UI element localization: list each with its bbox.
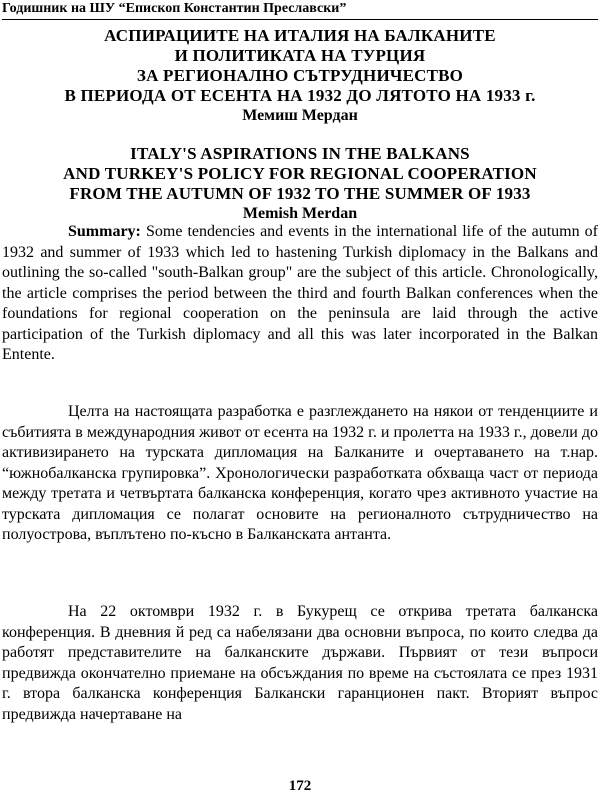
title-bg-line: И ПОЛИТИКАТА НА ТУРЦИЯ xyxy=(174,46,426,65)
title-en-line: AND TURKEY'S POLICY FOR REGIONAL COOPERATION xyxy=(63,164,537,183)
title-english xyxy=(0,144,600,204)
page-number: 172 xyxy=(288,778,312,794)
title-block xyxy=(0,26,600,224)
title-bg-line: ЗА РЕГИОНАЛНО СЪТРУДНИЧЕСТВО xyxy=(136,66,464,85)
title-en-line: FROM THE AUTUMN OF 1932 TO THE SUMMER OF 1933 xyxy=(69,184,531,203)
title-bg-line: В ПЕРИОДА ОТ ЕСЕНТА НА 1932 ДО ЛЯТОТО НА 1933 г. xyxy=(64,86,536,105)
body-paragraph-1: Целта на настоящата разработка е разглеждането на някои от тенденциите и събитията в международния живот от есента на 1932 г. и пролетта на 1933 г., довели до активизирането на турската дипломация на Балканите и очертаването на т.нар. “южнобалканска групировка”. Хронологически разработката обхваща част от периода между третата и четвъртата балканска конференция, когато чрез активното участие на турската дипломация се полагат основите на регионалното сътрудничество на полуострова, въплътено по-късно в Балканската антанта. xyxy=(2,403,598,543)
title-bulgarian xyxy=(0,26,600,106)
title-bg-line: АСПИРАЦИИТЕ НА ИТАЛИЯ НА БАЛКАНИТЕ xyxy=(104,26,496,45)
author-bulgarian: Мемиш Мердан xyxy=(242,107,358,124)
running-head: Годишник на ШУ “Епископ Константин Преславски” xyxy=(2,0,598,20)
author-english: Memish Merdan xyxy=(242,205,358,222)
summary-paragraph xyxy=(2,222,598,366)
summary-text: Some tendencies and events in the international life of the autumn of 1932 and summer of 1933 which led to hastening Turkish diplomacy in the Balkans and outlining the so-called "south-Balkan group" are the subject of this article. Chronologically, the article comprises the period between the third and fourth Balkan conferences when the foundations for regional cooperation on the peninsula are laid through the active participation of the Turkish diplomacy and all this was later incorporated in the Balkan Entente. xyxy=(2,223,599,363)
body-paragraph-2: На 22 октомври 1932 г. в Букурещ се открива третата балканска конференция. В дневния й ред са набелязани два основни въпроса, по които следва да работят представителите на балканските държави. Първият от тези въпроси предвижда окончателно приемане на обсъждания по време на състоялата се през 1931 г. втора балканска конференция Балкански гаранционен пакт. Вторият въпрос предвижда начертаване на xyxy=(2,603,598,723)
summary-label: Summary: xyxy=(68,223,141,240)
title-en-line: ITALY'S ASPIRATIONS IN THE BALKANS xyxy=(130,144,470,163)
